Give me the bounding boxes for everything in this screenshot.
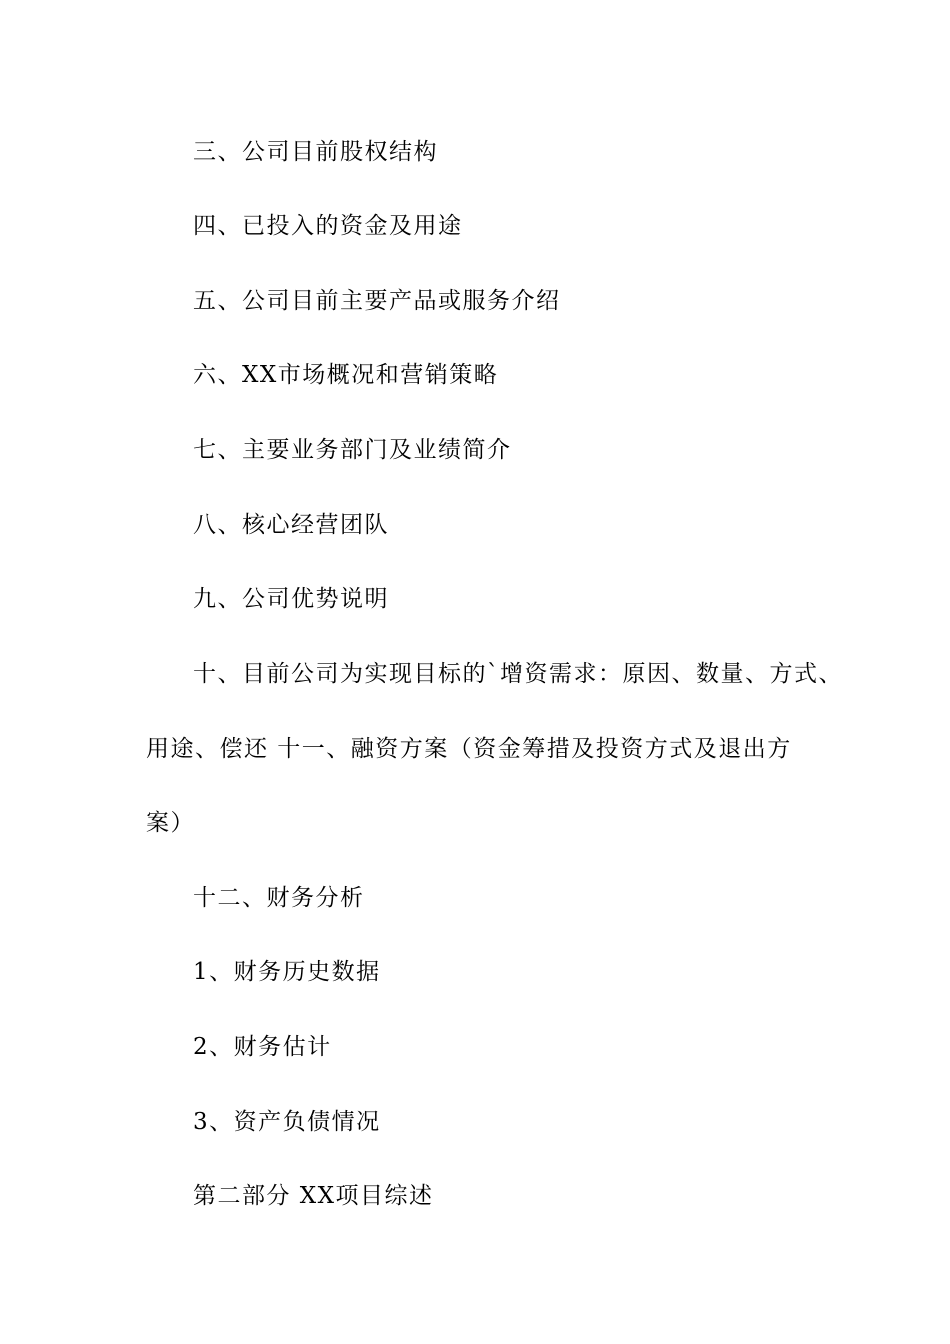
toc-item-10: 十、目前公司为实现目标的`增资需求：原因、数量、方式、 [193, 661, 843, 687]
toc-item-11-continued: 案） [146, 810, 195, 836]
toc-item-5: 五、公司目前主要产品或服务介绍 [193, 288, 561, 314]
toc-item-6: 六、XX市场概况和营销策略 [193, 362, 499, 388]
toc-item-4: 四、已投入的资金及用途 [193, 213, 463, 239]
toc-subitem-2: 2、财务估计 [193, 1034, 332, 1060]
toc-subitem-3: 3、资产负债情况 [193, 1109, 381, 1135]
toc-item-10-continued: 用途、偿还 十一、融资方案（资金筹措及投资方式及退出方 [146, 736, 792, 762]
toc-item-8: 八、核心经营团队 [193, 512, 389, 538]
toc-item-9: 九、公司优势说明 [193, 586, 389, 612]
toc-subitem-1: 1、财务历史数据 [193, 959, 381, 985]
toc-item-7: 七、主要业务部门及业绩简介 [193, 437, 512, 463]
toc-item-12: 十二、财务分析 [193, 885, 365, 911]
section-heading-part-2: 第二部分 XX项目综述 [193, 1183, 434, 1209]
toc-item-3: 三、公司目前股权结构 [193, 139, 438, 165]
